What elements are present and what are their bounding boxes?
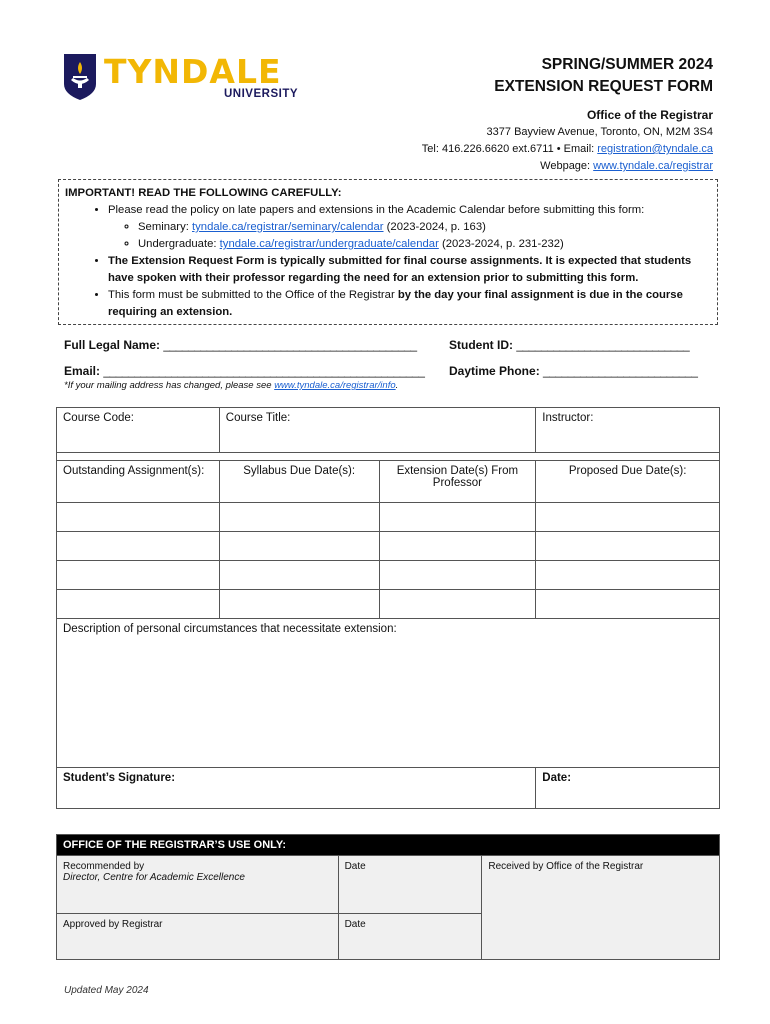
student-id-line[interactable]: ____________________________	[516, 338, 690, 352]
instructor-label: Instructor:	[542, 412, 594, 424]
office-address: 3377 Bayview Avenue, Toronto, ON, M2M 3S4	[486, 126, 713, 138]
table-row	[57, 561, 720, 590]
syllabus-cell[interactable]	[219, 532, 379, 561]
proposed-cell[interactable]	[536, 503, 720, 532]
course-code-label: Course Code:	[63, 412, 134, 424]
address-note	[64, 380, 398, 391]
date-label-2: Date	[344, 919, 366, 930]
webpage-line	[422, 158, 713, 175]
director-label: Director, Centre for Academic Excellence	[63, 872, 245, 883]
note-text: *If your mailing address has changed, please see	[64, 380, 275, 391]
logo-subtitle: UNIVERSITY	[224, 88, 299, 100]
extension-cell[interactable]	[379, 503, 536, 532]
note-end: .	[395, 380, 399, 391]
list-item	[138, 219, 709, 236]
list-item	[138, 236, 709, 253]
list-item	[108, 202, 709, 253]
full-name-line[interactable]: _________________________________________	[163, 338, 417, 352]
proposed-cell[interactable]	[536, 590, 720, 619]
date-cell[interactable]	[536, 768, 720, 809]
student-id-label: Student ID:	[449, 338, 517, 352]
form-term-title: SPRING/SUMMER 2024	[541, 56, 713, 73]
info-link[interactable]: www.tyndale.ca/registrar/info	[274, 380, 396, 391]
extension-cell[interactable]	[379, 532, 536, 561]
seminary-calendar-link[interactable]: tyndale.ca/registrar/seminary/calendar	[192, 221, 384, 233]
syllabus-cell[interactable]	[219, 590, 379, 619]
date-label: Date:	[542, 772, 572, 784]
undergrad-label: Undergraduate:	[138, 238, 220, 250]
course-code-cell[interactable]	[57, 408, 220, 453]
form-header	[422, 54, 713, 175]
received-cell[interactable]	[482, 856, 720, 960]
assignment-cell[interactable]	[57, 561, 220, 590]
recommended-label: Recommended by	[63, 861, 145, 872]
webpage-link[interactable]: www.tyndale.ca/registrar	[593, 160, 713, 172]
course-title-label: Course Title:	[225, 412, 291, 424]
extension-header: Extension Date(s) From Professor	[379, 461, 536, 503]
contact-line	[422, 141, 713, 158]
received-label: Received by Office of the Registrar	[488, 861, 644, 872]
office-use-heading: OFFICE OF THE REGISTRAR’S USE ONLY:	[57, 835, 720, 856]
table-row	[57, 590, 720, 619]
table-row	[57, 503, 720, 532]
signature-label: Student’s Signature:	[63, 772, 176, 784]
logo-wordmark: TYNDALE	[104, 52, 282, 91]
extension-cell[interactable]	[379, 590, 536, 619]
list-item	[108, 287, 709, 321]
instructor-cell[interactable]	[536, 408, 720, 453]
approved-label: Approved by Registrar	[63, 919, 163, 930]
important-notice	[58, 179, 718, 325]
recommended-cell[interactable]	[57, 856, 339, 914]
table-row	[57, 532, 720, 561]
spacer-row	[57, 453, 720, 461]
proposed-header: Proposed Due Date(s):	[536, 461, 720, 503]
daytime-phone-field[interactable]	[449, 364, 697, 378]
email-label: Email:	[64, 364, 104, 378]
proposed-cell[interactable]	[536, 561, 720, 590]
final-assignment-text: The Extension Request Form is typically submitted for final course assignments. It is expected that students have spoken with their professor regarding the need for an extension prior to submitting this form.	[108, 255, 692, 284]
undergrad-pages: (2023-2024, p. 231-232)	[438, 238, 564, 250]
important-list	[65, 202, 709, 321]
phone-label: Daytime Phone:	[449, 364, 544, 378]
description-label: Description of personal circumstances that necessitate extension:	[63, 623, 397, 635]
approved-cell[interactable]	[57, 914, 339, 960]
syllabus-header: Syllabus Due Date(s):	[219, 461, 379, 503]
list-item	[108, 253, 709, 287]
policy-text: Please read the policy on late papers and extensions in the Academic Calendar before submitting this form:	[108, 204, 645, 216]
assignment-cell[interactable]	[57, 503, 220, 532]
date-cell-1[interactable]	[338, 856, 482, 914]
office-name: Office of the Registrar	[586, 108, 713, 122]
student-id-field[interactable]	[449, 338, 689, 352]
university-logo	[64, 54, 300, 102]
submission-deadline-text: by the day your final assignment is due in the course requiring an extension.	[108, 289, 683, 318]
syllabus-cell[interactable]	[219, 561, 379, 590]
crest-icon	[64, 54, 96, 100]
outstanding-header: Outstanding Assignment(s):	[57, 461, 220, 503]
assignment-cell[interactable]	[57, 590, 220, 619]
office-use-table	[56, 834, 720, 960]
seminary-pages: (2023-2024, p. 163)	[383, 221, 486, 233]
full-name-field[interactable]	[64, 338, 417, 352]
webpage-label: Webpage:	[540, 160, 594, 172]
important-heading: IMPORTANT! READ THE FOLLOWING CAREFULLY:	[65, 187, 342, 199]
date-cell-2[interactable]	[338, 914, 482, 960]
full-name-label: Full Legal Name:	[64, 338, 164, 352]
course-title-cell[interactable]	[219, 408, 535, 453]
assignment-cell[interactable]	[57, 532, 220, 561]
submission-text: This form must be submitted to the Office of the Registrar	[108, 289, 398, 301]
phone-line[interactable]: _________________________	[543, 364, 698, 378]
updated-note: Updated May 2024	[64, 985, 149, 996]
course-table	[56, 407, 720, 809]
seminary-label: Seminary:	[138, 221, 192, 233]
email-line[interactable]: ____________________________________________________	[103, 364, 425, 378]
undergrad-calendar-link[interactable]: tyndale.ca/registrar/undergraduate/calendar	[219, 238, 439, 250]
syllabus-cell[interactable]	[219, 503, 379, 532]
description-cell[interactable]	[57, 619, 720, 768]
tel-text: Tel: 416.226.6620 ext.6711 • Email:	[421, 143, 598, 155]
email-field[interactable]	[64, 364, 424, 378]
proposed-cell[interactable]	[536, 532, 720, 561]
form-title: EXTENSION REQUEST FORM	[494, 78, 713, 95]
date-label-1: Date	[344, 861, 366, 872]
email-link[interactable]: registration@tyndale.ca	[597, 143, 713, 155]
extension-cell[interactable]	[379, 561, 536, 590]
signature-cell[interactable]	[57, 768, 536, 809]
